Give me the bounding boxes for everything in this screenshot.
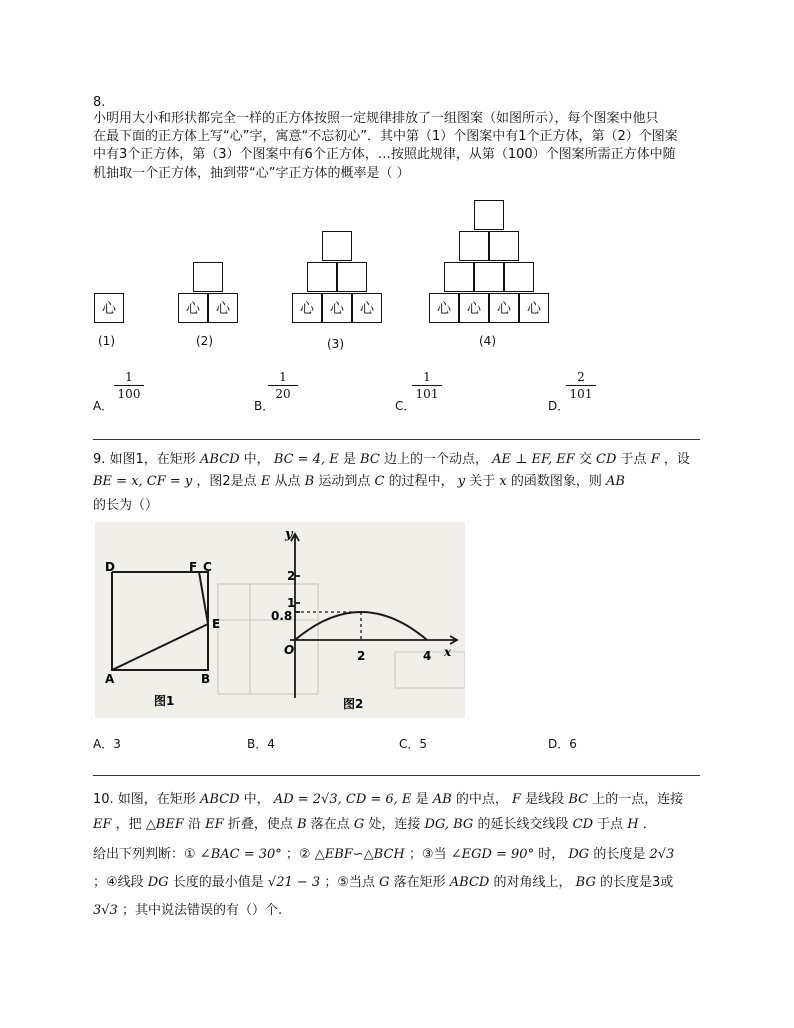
math: B bbox=[304, 474, 315, 489]
q8-stem-line-1: 小明用大小和形状都完全一样的正方体按照一定规律排放了一组图案（如图所示），每个图案中他只 bbox=[93, 111, 659, 126]
option-b-fraction[interactable] bbox=[268, 370, 298, 401]
math: ABCD bbox=[199, 792, 240, 807]
y-tick-label-0.8: 0.8 bbox=[271, 609, 293, 623]
math: BC bbox=[568, 792, 589, 807]
math: √21 − 3 bbox=[267, 875, 321, 890]
text: 落在矩形 bbox=[393, 875, 446, 890]
text: 的过程中， bbox=[388, 474, 454, 489]
y-tick-label-2: 2 bbox=[287, 569, 296, 583]
cube-heart: 心 bbox=[519, 293, 549, 323]
q8-stem-line-2: 在最下面的正方体上写“心”字，寓意“不忘初心”．其中第（1）个图案中有1个正方体，第（2）个图案 bbox=[93, 129, 678, 144]
text: 给出下列判断：① bbox=[93, 847, 196, 862]
math: 3√3 bbox=[93, 903, 118, 918]
option-a-fraction[interactable] bbox=[114, 370, 144, 401]
text: 长度的最小值是 bbox=[172, 875, 264, 890]
math: AB bbox=[606, 474, 625, 489]
q9-stem-line-1 bbox=[93, 451, 690, 469]
y-tick-label-1: 1 bbox=[287, 596, 296, 610]
math: 2√3 bbox=[649, 847, 675, 862]
text: 上的一点，连接 bbox=[592, 792, 684, 807]
fig2-axes bbox=[290, 534, 457, 698]
section-divider bbox=[93, 775, 700, 776]
text: 落在点 bbox=[310, 817, 350, 832]
text: ；③当 bbox=[408, 847, 447, 862]
point-b-label: B bbox=[201, 672, 211, 686]
text: 的长度是3或 bbox=[599, 875, 674, 890]
math: G bbox=[353, 817, 365, 832]
text: ；其中说法错误的有（）个. bbox=[121, 903, 283, 918]
math: F bbox=[650, 452, 660, 467]
text: ，把 bbox=[115, 817, 142, 832]
cube-heart: 心 bbox=[352, 293, 382, 323]
text: 折叠，使点 bbox=[227, 817, 293, 832]
option-d-label[interactable]: D． bbox=[548, 399, 570, 413]
text: 从点 bbox=[274, 474, 301, 489]
q9-option-b[interactable]: B．4 bbox=[247, 737, 275, 751]
q9-figure-photo bbox=[95, 522, 465, 718]
figure-label-1: (1) bbox=[98, 334, 115, 348]
math: DG bbox=[568, 847, 590, 862]
fig2-caption: 图2 bbox=[343, 697, 364, 711]
figure-label-2: (2) bbox=[196, 334, 213, 348]
y-axis-label: y bbox=[285, 527, 293, 542]
q10-stem-line-3 bbox=[93, 846, 674, 864]
fig1-caption: 图1 bbox=[154, 694, 175, 708]
cube-plain bbox=[444, 262, 474, 292]
origin-label: O bbox=[284, 643, 295, 657]
text: 于点 bbox=[620, 452, 647, 467]
option-c-label[interactable]: C． bbox=[395, 399, 416, 413]
text: 的函数图象，则 bbox=[510, 474, 602, 489]
text: 9. 如图1，在矩形 bbox=[93, 452, 196, 467]
segment-ef bbox=[199, 572, 208, 624]
math: DG bbox=[147, 875, 169, 890]
text: ；④线段 bbox=[93, 875, 144, 890]
cube-heart: 心 bbox=[459, 293, 489, 323]
cube-plain bbox=[459, 231, 489, 261]
cube-plain bbox=[489, 231, 519, 261]
fig1-rectangle-geometry bbox=[112, 572, 208, 670]
math: B bbox=[296, 817, 307, 832]
option-d-numerator: 2 bbox=[566, 370, 596, 386]
math: AE ⊥ EF, EF bbox=[492, 452, 575, 467]
point-a-label: A bbox=[105, 672, 115, 686]
option-c-fraction[interactable] bbox=[412, 370, 442, 401]
math: BC bbox=[360, 452, 380, 467]
q9-option-c[interactable]: C．5 bbox=[399, 737, 428, 751]
option-d-fraction[interactable] bbox=[566, 370, 596, 401]
cube-plain bbox=[322, 231, 352, 261]
cube-plain bbox=[307, 262, 337, 292]
math: F bbox=[511, 792, 522, 807]
text: 边上的一个动点， bbox=[383, 452, 488, 467]
option-a-denominator: 100 bbox=[117, 387, 141, 401]
x-tick-label-4: 4 bbox=[423, 649, 432, 663]
q10-stem-line-1 bbox=[93, 791, 683, 809]
text: 于点 bbox=[597, 817, 624, 832]
option-a-numerator: 1 bbox=[114, 370, 144, 386]
point-c-label: C bbox=[203, 560, 212, 574]
math: BE = x, CF = y bbox=[93, 474, 193, 489]
text: 的中点， bbox=[455, 792, 508, 807]
math: BC = 4, E bbox=[273, 452, 339, 467]
text: 运动到点 bbox=[318, 474, 371, 489]
text: ． bbox=[642, 817, 656, 832]
text: ；② bbox=[285, 847, 311, 862]
ghost-box bbox=[218, 584, 318, 694]
text: ，设 bbox=[663, 452, 690, 467]
point-e-label: E bbox=[212, 617, 221, 631]
text: 的延长线交线段 bbox=[477, 817, 569, 832]
cube-plain bbox=[504, 262, 534, 292]
q8-number: 8. bbox=[93, 95, 106, 110]
figure-label-4: (4) bbox=[479, 334, 496, 348]
point-f-label: F bbox=[189, 560, 198, 574]
background-ghost-lines bbox=[218, 584, 465, 694]
option-c-numerator: 1 bbox=[412, 370, 442, 386]
math: x bbox=[499, 474, 507, 489]
math: △BEF bbox=[145, 817, 184, 832]
cube-heart: 心 bbox=[178, 293, 208, 323]
cube-heart: 心 bbox=[322, 293, 352, 323]
option-c-denominator: 101 bbox=[415, 387, 439, 401]
cube-heart: 心 bbox=[208, 293, 238, 323]
math: CD bbox=[596, 452, 617, 467]
text: 处，连接 bbox=[368, 817, 421, 832]
q10-stem-line-5 bbox=[93, 902, 282, 920]
x-axis-label: x bbox=[444, 645, 452, 659]
option-a-label[interactable]: A． bbox=[93, 399, 114, 413]
text: 是 bbox=[415, 792, 429, 807]
cube-heart: 心 bbox=[489, 293, 519, 323]
cube-plain bbox=[474, 262, 504, 292]
q9-stem-line-2 bbox=[93, 473, 625, 491]
text: ；⑤当点 bbox=[324, 875, 375, 890]
cube-plain bbox=[474, 200, 504, 230]
rect-abcd bbox=[112, 572, 208, 670]
math: ABCD bbox=[199, 452, 240, 467]
math: H bbox=[627, 817, 639, 832]
math: ∠BAC = 30° bbox=[199, 847, 282, 862]
text: 交 bbox=[578, 452, 592, 467]
math: △EBF∽△BCH bbox=[314, 847, 405, 862]
text: 时， bbox=[538, 847, 565, 862]
cube-plain bbox=[337, 262, 367, 292]
math: CD bbox=[572, 817, 593, 832]
option-b-denominator: 20 bbox=[275, 387, 291, 401]
option-d-denominator: 101 bbox=[569, 387, 593, 401]
q8-stem-line-4: 机抽取一个正方体，抽到带“心”字正方体的概率是（ ） bbox=[93, 166, 410, 181]
section-divider bbox=[93, 439, 700, 440]
math: G bbox=[379, 875, 390, 890]
text: 沿 bbox=[188, 817, 202, 832]
text: 是线段 bbox=[525, 792, 565, 807]
segment-ae bbox=[112, 624, 208, 670]
option-b-numerator: 1 bbox=[268, 370, 298, 386]
text: 中， bbox=[243, 452, 270, 467]
math: ∠EGD = 90° bbox=[450, 847, 535, 862]
q10-stem-line-2 bbox=[93, 816, 656, 834]
q9-figures-svg bbox=[95, 522, 465, 718]
q9-option-d[interactable]: D．6 bbox=[548, 737, 577, 751]
q9-option-a[interactable]: A．3 bbox=[93, 737, 121, 751]
math: AB bbox=[432, 792, 452, 807]
cube-heart: 心 bbox=[429, 293, 459, 323]
cube-plain bbox=[193, 262, 223, 292]
x-tick-label-2: 2 bbox=[357, 649, 366, 663]
text: 关于 bbox=[469, 474, 496, 489]
math: BG bbox=[575, 875, 596, 890]
point-d-label: D bbox=[105, 560, 115, 574]
text: 中， bbox=[243, 792, 270, 807]
math: E bbox=[260, 474, 271, 489]
figure-label-3: (3) bbox=[327, 337, 344, 351]
math: EF bbox=[205, 817, 224, 832]
math: DG, BG bbox=[424, 817, 474, 832]
text: 的对角线上， bbox=[493, 875, 572, 890]
text: 的长度是 bbox=[593, 847, 646, 862]
text: 10. 如图，在矩形 bbox=[93, 792, 196, 807]
cube-heart: 心 bbox=[292, 293, 322, 323]
text: ，图2是点 bbox=[196, 474, 257, 489]
option-b-label[interactable]: B． bbox=[254, 399, 275, 413]
math: EF bbox=[93, 817, 112, 832]
cube-heart: 心 bbox=[94, 293, 124, 323]
q8-stem-line-3: 中有3个正方体，第（3）个图案中有6个正方体，…按照此规律，从第（100）个图案所需正方体中随 bbox=[93, 147, 676, 162]
math: y bbox=[457, 474, 466, 489]
math: C bbox=[374, 474, 385, 489]
math: AD = 2√3, CD = 6, E bbox=[273, 792, 412, 807]
math: ABCD bbox=[449, 875, 490, 890]
q9-stem-line-3: 的长为（） bbox=[93, 498, 159, 513]
text: 是 bbox=[342, 452, 356, 467]
q10-stem-line-4 bbox=[93, 874, 673, 892]
